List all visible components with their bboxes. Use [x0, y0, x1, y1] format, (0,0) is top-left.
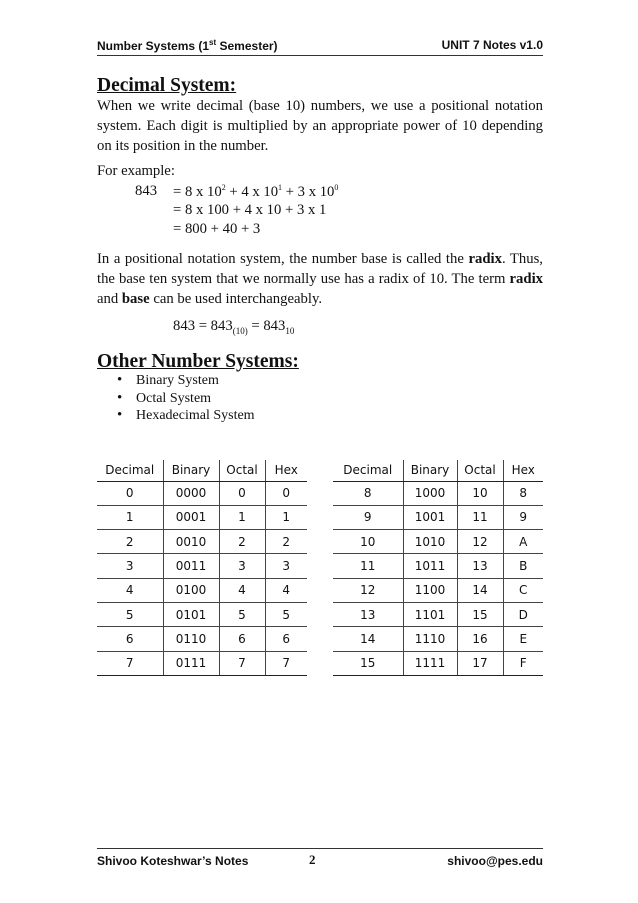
cell-octal: 17 [457, 651, 503, 675]
cell-decimal: 10 [333, 530, 403, 554]
col-header-octal: Octal [457, 460, 503, 481]
radix-term: radix [468, 251, 502, 267]
cell-decimal: 3 [97, 554, 163, 578]
equation-part-a: 843 = 843 [173, 318, 233, 334]
table-row [97, 651, 307, 675]
table-row [333, 651, 543, 675]
cell-binary: 1101 [403, 602, 457, 626]
radix-text-1: In a positional notation system, the number base is called the [97, 251, 469, 267]
conversion-table-left [97, 460, 307, 676]
table-header-row [333, 460, 543, 481]
for-example-label: For example: [97, 163, 175, 179]
equation-sub-a: (10) [232, 325, 248, 336]
cell-decimal: 6 [97, 627, 163, 651]
cell-octal: 3 [219, 554, 265, 578]
radix-paragraph [97, 249, 543, 309]
list-item: • Binary System [117, 373, 255, 391]
decimal-heading: Decimal System: [97, 75, 237, 96]
cell-octal: 11 [457, 505, 503, 529]
cell-decimal: 0 [125, 486, 134, 501]
header-title-sup: st [209, 38, 217, 47]
col-header-hex: Hex [265, 460, 307, 481]
list-item: • Hexadecimal System [117, 408, 255, 426]
table-row [97, 602, 307, 626]
footer-email: shivoo@pes.edu [447, 854, 543, 868]
cell-hex: 4 [265, 578, 307, 602]
cell-binary: 0001 [163, 505, 219, 529]
cell-hex: 0 [265, 481, 307, 505]
header-title-main: Number Systems (1 [97, 39, 210, 53]
page-footer [97, 848, 543, 868]
cell-octal: 7 [219, 651, 265, 675]
cell-hex: 2 [265, 530, 307, 554]
table-row [333, 530, 543, 554]
table-row [97, 627, 307, 651]
cell-octal: 14 [457, 578, 503, 602]
cell-decimal: 12 [333, 578, 403, 602]
equation-sub-b: 10 [285, 325, 295, 336]
example-number: 843 [135, 183, 158, 199]
col-header-binary: Binary [403, 460, 457, 481]
header-unit: UNIT 7 Notes v1.0 [441, 38, 543, 52]
table-header-row [97, 460, 307, 481]
cell-decimal: 5 [97, 602, 163, 626]
radix-text-2: . Thus, the base ten system that we normally use has a radix of 10. The term [97, 251, 543, 287]
cell-octal: 6 [219, 627, 265, 651]
footer-author: Shivoo Koteshwar’s Notes [97, 854, 249, 868]
equation-part-b: = 843 [247, 318, 286, 334]
table-row [97, 481, 307, 505]
cell-hex: A [503, 530, 543, 554]
cell-hex: C [503, 578, 543, 602]
table-row [97, 505, 307, 529]
cell-octal: 13 [457, 554, 503, 578]
example-term-b: + 4 x 10 [225, 183, 279, 200]
table-row [333, 578, 543, 602]
cell-octal: 0 [219, 481, 265, 505]
example-line-3: = 800 + 40 + 3 [173, 221, 261, 237]
table-row [333, 505, 543, 529]
systems-list [117, 373, 255, 426]
cell-binary: 1000 [403, 481, 457, 505]
list-item: • Octal System [117, 391, 255, 409]
cell-binary: 0101 [163, 602, 219, 626]
table-row [97, 530, 307, 554]
cell-decimal: 15 [333, 651, 403, 675]
col-header-decimal: Decimal [97, 460, 163, 481]
cell-decimal: 8 [363, 486, 372, 501]
header-title-end: Semester) [216, 39, 278, 53]
cell-hex: 1 [265, 505, 307, 529]
radix-text-4: can be used interchangeably. [149, 291, 323, 307]
cell-binary: 0000 [163, 481, 219, 505]
cell-binary: 1100 [403, 578, 457, 602]
cell-binary: 1001 [403, 505, 457, 529]
cell-binary: 0100 [163, 578, 219, 602]
cell-decimal: 14 [333, 627, 403, 651]
radix-equation [173, 318, 294, 336]
cell-decimal: 2 [97, 530, 163, 554]
cell-octal: 16 [457, 627, 503, 651]
base-term: base [121, 291, 150, 307]
cell-hex: 5 [265, 602, 307, 626]
page-number: 2 [309, 852, 316, 867]
table-row [333, 554, 543, 578]
cell-decimal: 9 [333, 505, 403, 529]
col-header-octal: Octal [219, 460, 265, 481]
example-line-1 [173, 183, 338, 201]
col-header-decimal: Decimal [333, 460, 403, 481]
cell-hex: B [503, 554, 543, 578]
cell-binary: 0110 [163, 627, 219, 651]
cell-octal: 2 [219, 530, 265, 554]
cell-binary: 1010 [403, 530, 457, 554]
table-row [333, 602, 543, 626]
cell-octal: 5 [219, 602, 265, 626]
cell-hex: 9 [503, 505, 543, 529]
radix-term-2: radix [509, 271, 543, 287]
cell-binary: 1110 [403, 627, 457, 651]
table-row [97, 578, 307, 602]
cell-binary: 1111 [403, 651, 457, 675]
table-row [97, 554, 307, 578]
cell-binary: 0010 [163, 530, 219, 554]
header-title [97, 38, 278, 53]
cell-decimal: 7 [97, 651, 163, 675]
cell-octal: 1 [219, 505, 265, 529]
decimal-intro: When we write decimal (base 10) numbers, we use a positional notation system. Each digit is multiplied by an appropriate power of 10 depending on its position in the number. [97, 98, 543, 154]
cell-decimal: 13 [333, 602, 403, 626]
example-term-c: + 3 x 10 [282, 183, 335, 200]
example-exp-c: 0 [334, 183, 339, 192]
table-row [333, 481, 543, 505]
example-line-2: = 8 x 100 + 4 x 10 + 3 x 1 [173, 202, 327, 218]
cell-hex: 3 [265, 554, 307, 578]
cell-hex: 8 [503, 481, 543, 505]
cell-binary: 0011 [163, 554, 219, 578]
cell-decimal: 4 [97, 578, 163, 602]
cell-octal: 4 [219, 578, 265, 602]
cell-decimal: 1 [97, 505, 163, 529]
cell-octal: 15 [457, 602, 503, 626]
example-exp-b: 1 [278, 183, 283, 192]
other-systems-heading: Other Number Systems: [97, 351, 299, 372]
example-exp-a: 2 [221, 183, 226, 192]
cell-octal: 10 [457, 481, 503, 505]
col-header-hex: Hex [503, 460, 543, 481]
cell-hex: 6 [265, 627, 307, 651]
page-header [97, 38, 543, 56]
radix-text-3: and [97, 291, 122, 307]
table-row [333, 627, 543, 651]
cell-binary: 0111 [163, 651, 219, 675]
cell-decimal: 11 [333, 554, 403, 578]
col-header-binary: Binary [163, 460, 219, 481]
cell-hex: D [503, 602, 543, 626]
cell-binary: 1011 [403, 554, 457, 578]
cell-hex: E [503, 627, 543, 651]
conversion-table-right [333, 460, 543, 676]
cell-hex: F [503, 651, 543, 675]
cell-hex: 7 [265, 651, 307, 675]
example-term-a: = 8 x 10 [173, 183, 222, 200]
cell-octal: 12 [457, 530, 503, 554]
